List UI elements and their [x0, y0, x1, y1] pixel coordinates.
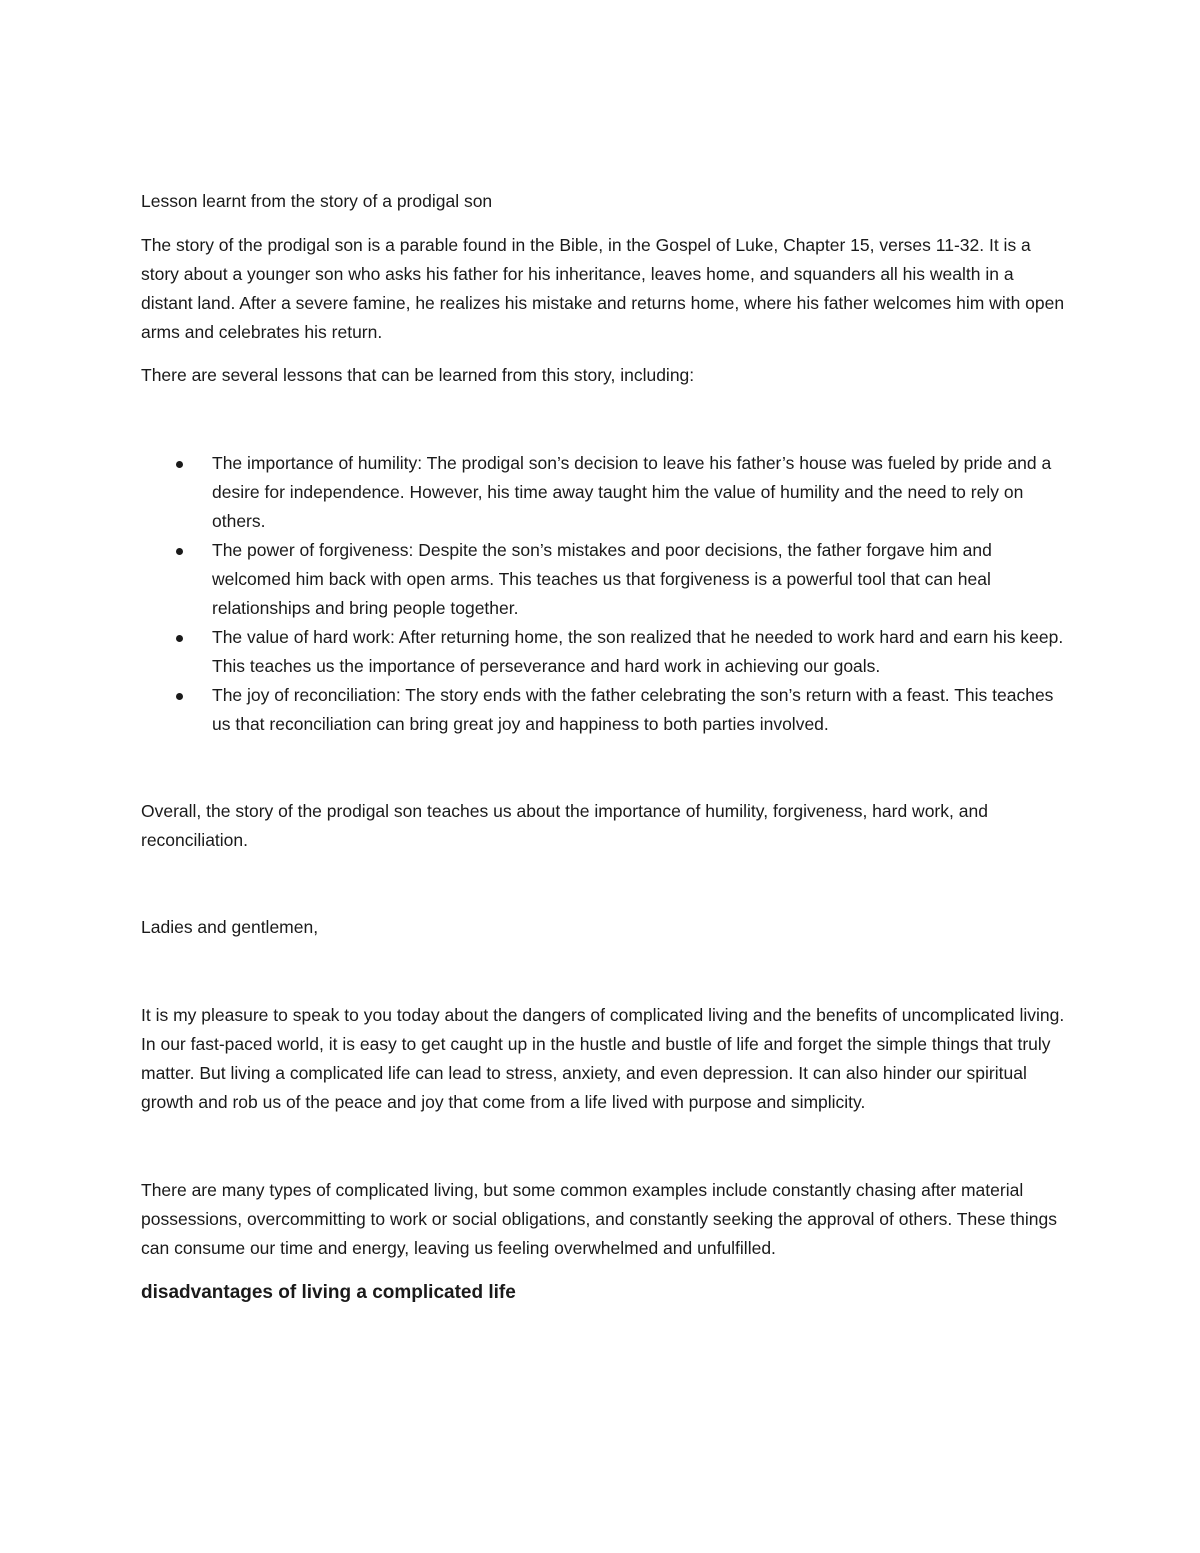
- speech-paragraph: It is my pleasure to speak to you today about the dangers of complicated living and the benefits of uncomplicated living. In our fast-paced world, it is easy to get caught up in the hustle and bustle of life and forget the simple things that truly matter. But living a complicated life can lead to stress, anxiety, and even depression. It can also hinder our spiritual growth and rob us of the peace and joy that come from a life lived with purpose and simplicity.: [141, 1005, 1065, 1112]
- bullet-icon: [176, 461, 183, 468]
- list-item: [141, 681, 1066, 739]
- list-item: [141, 623, 1066, 681]
- bullet-icon: [176, 635, 183, 642]
- list-item: [141, 449, 1066, 536]
- document-body: [141, 187, 1066, 1308]
- bullet-icon: [176, 693, 183, 700]
- list-item: [141, 536, 1066, 623]
- list-item-text: The joy of reconciliation: The story ends with the father celebrating the son’s return with a feast. This teaches us that reconciliation can bring great joy and happiness to both parties involved.: [212, 685, 1054, 734]
- lessons-intro-paragraph: There are several lessons that can be learned from this story, including:: [141, 365, 695, 385]
- list-item-text: The power of forgiveness: Despite the son’s mistakes and poor decisions, the father forgave him and welcomed him back with open arms. This teaches us that forgiveness is a powerful tool that can heal relationships and bring people together.: [212, 540, 992, 618]
- intro-paragraph: The story of the prodigal son is a parable found in the Bible, in the Gospel of Luke, Chapter 15, verses 11-32. It is a story about a younger son who asks his father for his inheritance, leaves home, and squanders all his wealth in a distant land. After a severe famine, he realizes his mistake and returns home, where his father welcomes him with open arms and celebrates his return.: [141, 235, 1065, 342]
- list-item-text: The importance of humility: The prodigal son’s decision to leave his father’s house was fueled by pride and a desire for independence. However, his time away taught him the value of humility and the need to rely on others.: [212, 453, 1052, 531]
- document-title: Lesson learnt from the story of a prodigal son: [141, 191, 493, 211]
- types-paragraph: There are many types of complicated living, but some common examples include constantly chasing after material possessions, overcommitting to work or social obligations, and constantly seeking the approval of others. These things can consume our time and energy, leaving us feeling overwhelmed and unfulfilled.: [141, 1180, 1057, 1258]
- list-item-text: The value of hard work: After returning home, the son realized that he needed to work hard and earn his keep. This teaches us the importance of perseverance and hard work in achieving our goals.: [212, 627, 1064, 676]
- greeting-line: Ladies and gentlemen,: [141, 917, 319, 937]
- overall-paragraph: Overall, the story of the prodigal son teaches us about the importance of humility, forgiveness, hard work, and reconciliation.: [141, 801, 988, 850]
- lessons-list: [141, 449, 1066, 739]
- section-heading: disadvantages of living a complicated life: [141, 1282, 516, 1303]
- bullet-icon: [176, 548, 183, 555]
